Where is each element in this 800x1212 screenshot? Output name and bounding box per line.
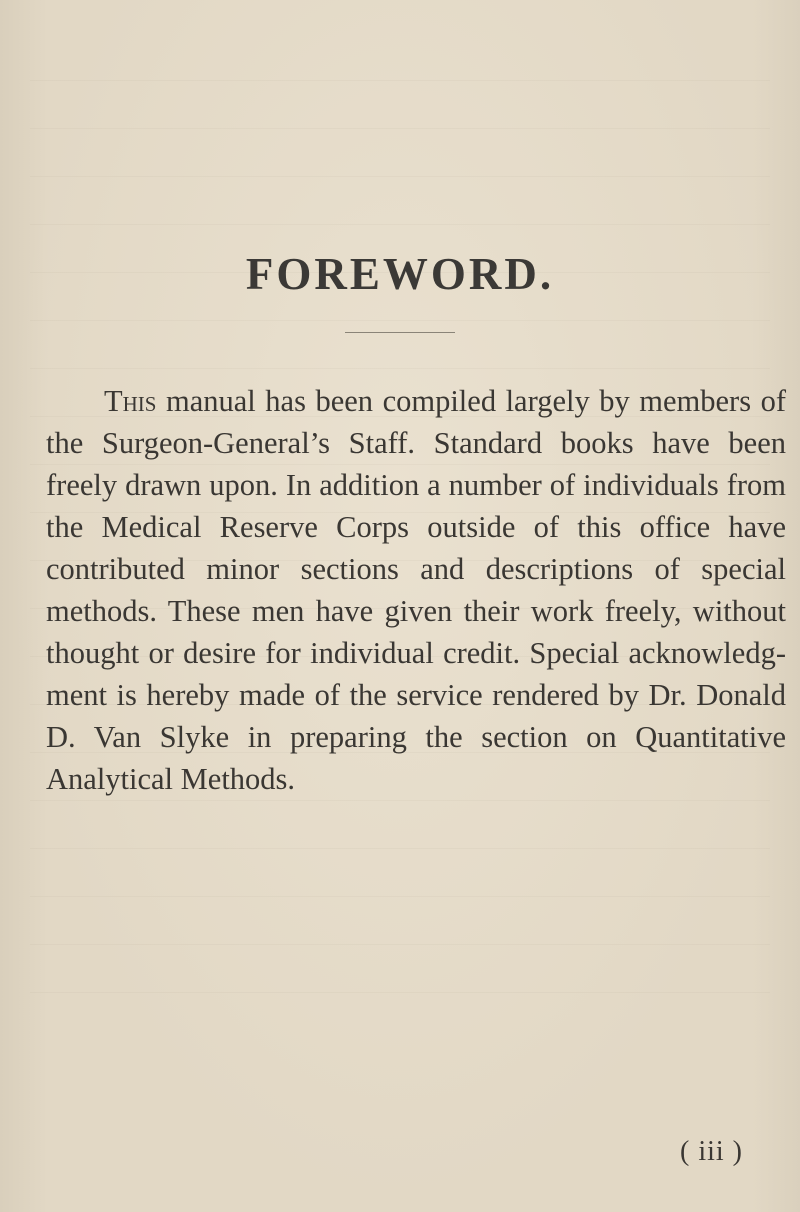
foreword-paragraph [46, 380, 786, 800]
paragraph-lead-word: This [104, 384, 157, 418]
page-title: FOREWORD. [245, 249, 555, 300]
title-rule [345, 332, 455, 333]
page-number: ( iii ) [680, 1136, 743, 1167]
foreword-body [46, 380, 786, 800]
paragraph-text: manual has been compiled largely by members of the Surgeon-General’s Staff. Standard books have been freely drawn upon. In addition a number of individuals from the Medical Reserve Corps outside of this office have contributed minor sections and descriptions of special methods. These men have given their work freely, without thought or desire for individual credit. Special acknowledgment is hereby made of the service rendered by Dr. Donald D. Van Slyke in preparing the section on Quantitative Analytical Methods. [46, 384, 786, 796]
